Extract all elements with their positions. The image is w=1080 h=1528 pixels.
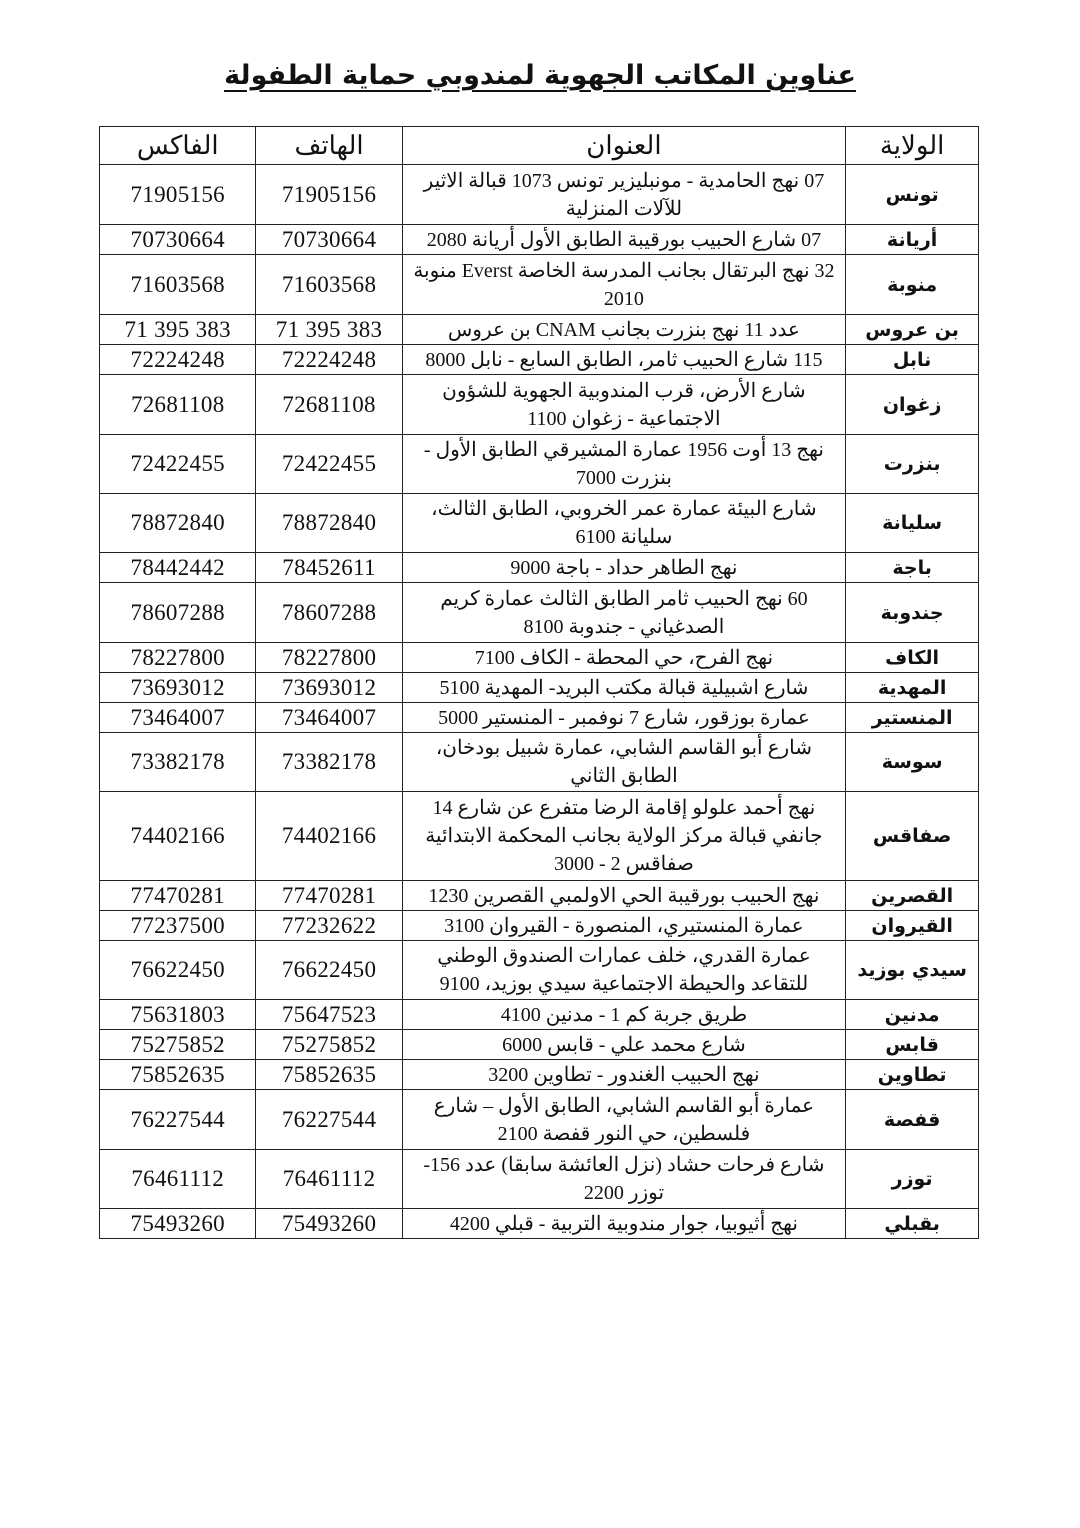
- header-fax: الفاكس: [100, 127, 256, 165]
- cell-phone: 78452611: [256, 553, 402, 583]
- cell-fax: 74402166: [100, 792, 256, 881]
- cell-fax: 75493260: [100, 1209, 256, 1239]
- cell-governorate: بقبلي: [846, 1209, 979, 1239]
- cell-phone: 77232622: [256, 911, 402, 941]
- table-row: [100, 255, 979, 315]
- cell-address: نهج 13 أوت 1956 عمارة المشيرقي الطابق الأول - بنزرت 7000: [402, 435, 846, 494]
- table-row: [100, 881, 979, 911]
- cell-fax: 75852635: [100, 1060, 256, 1090]
- cell-address: عمارة المنستيري، المنصورة - القيروان 3100: [402, 911, 846, 941]
- cell-address: شارع أبو القاسم الشابي، عمارة شبيل بودخان، الطابق الثاني: [402, 733, 846, 792]
- cell-governorate: جندوبة: [846, 583, 979, 643]
- cell-governorate: قفصة: [846, 1090, 979, 1150]
- table-row: [100, 733, 979, 792]
- cell-phone: 75647523: [256, 1000, 402, 1030]
- header-governorate: الولاية: [846, 127, 979, 165]
- cell-fax: 75275852: [100, 1030, 256, 1060]
- table-row: [100, 1000, 979, 1030]
- header-address: العنوان: [402, 127, 846, 165]
- cell-phone: 70730664: [256, 225, 402, 255]
- cell-governorate: بن عروس: [846, 315, 979, 345]
- cell-fax: 72224248: [100, 345, 256, 375]
- cell-fax: 75631803: [100, 1000, 256, 1030]
- cell-phone: 71 395 383: [256, 315, 402, 345]
- cell-address: عمارة بوزقور، شارع 7 نوفمبر - المنستير 5000: [402, 703, 846, 733]
- cell-fax: 73693012: [100, 673, 256, 703]
- cell-governorate: سليانة: [846, 494, 979, 553]
- cell-governorate: سيدي بوزيد: [846, 941, 979, 1000]
- cell-fax: 78227800: [100, 643, 256, 673]
- table-row: [100, 375, 979, 435]
- cell-fax: 78872840: [100, 494, 256, 553]
- table-row: [100, 1030, 979, 1060]
- cell-phone: 78607288: [256, 583, 402, 643]
- cell-governorate: تطاوين: [846, 1060, 979, 1090]
- table-row: [100, 583, 979, 643]
- cell-phone: 72681108: [256, 375, 402, 435]
- cell-phone: 73464007: [256, 703, 402, 733]
- cell-address: نهج الحبيب بورقيبة الحي الاولمبي القصرين 1230: [402, 881, 846, 911]
- cell-address: 60 نهج الحبيب ثامر الطابق الثالث عمارة كريم الصدغياني - جندوبة 8100: [402, 583, 846, 643]
- cell-fax: 73464007: [100, 703, 256, 733]
- cell-address: شارع البيئة عمارة عمر الخروبي، الطابق الثالث، سليانة 6100: [402, 494, 846, 553]
- cell-address: 32 نهج البرتقال بجانب المدرسة الخاصة Everst منوبة 2010: [402, 255, 846, 315]
- table-header-row: [100, 127, 979, 165]
- cell-address: نهج الحبيب الغندور - تطاوين 3200: [402, 1060, 846, 1090]
- cell-address: 07 نهج الحامدية - مونبليزير تونس 1073 قبالة الاثير للآلات المنزلية: [402, 165, 846, 225]
- cell-governorate: باجة: [846, 553, 979, 583]
- cell-fax: 71 395 383: [100, 315, 256, 345]
- cell-fax: 78607288: [100, 583, 256, 643]
- cell-fax: 77237500: [100, 911, 256, 941]
- cell-address: نهج أحمد علولو إقامة الرضا متفرع عن شارع 14 جانفي قبالة مركز الولاية بجانب المحكمة الابتدائية صفاقس 2 - 3000: [402, 792, 846, 881]
- cell-address: شارع فرحات حشاد (نزل العائشة سابقا) عدد 156- توزر 2200: [402, 1150, 846, 1209]
- cell-address: عمارة أبو القاسم الشابي، الطابق الأول – شارع فلسطين، حي النور قفصة 2100: [402, 1090, 846, 1150]
- cell-address: طريق جربة كم 1 - مدنين 4100: [402, 1000, 846, 1030]
- table-row: [100, 165, 979, 225]
- table-row: [100, 941, 979, 1000]
- cell-governorate: صفاقس: [846, 792, 979, 881]
- cell-phone: 74402166: [256, 792, 402, 881]
- table-body: [100, 165, 979, 1239]
- cell-fax: 77470281: [100, 881, 256, 911]
- cell-governorate: توزر: [846, 1150, 979, 1209]
- table-row: [100, 1060, 979, 1090]
- cell-address: عدد 11 نهج بنزرت بجانب CNAM بن عروس: [402, 315, 846, 345]
- cell-phone: 73693012: [256, 673, 402, 703]
- cell-address: نهج الفرح، حي المحطة - الكاف 7100: [402, 643, 846, 673]
- offices-table: [99, 126, 979, 1239]
- cell-phone: 75493260: [256, 1209, 402, 1239]
- cell-fax: 70730664: [100, 225, 256, 255]
- cell-fax: 72422455: [100, 435, 256, 494]
- cell-fax: 72681108: [100, 375, 256, 435]
- table-row: [100, 1150, 979, 1209]
- cell-phone: 77470281: [256, 881, 402, 911]
- cell-fax: 71603568: [100, 255, 256, 315]
- table-row: [100, 1090, 979, 1150]
- table-row: [100, 673, 979, 703]
- cell-phone: 75852635: [256, 1060, 402, 1090]
- cell-governorate: القيروان: [846, 911, 979, 941]
- cell-fax: 71905156: [100, 165, 256, 225]
- cell-governorate: نابل: [846, 345, 979, 375]
- cell-address: شارع محمد علي - قابس 6000: [402, 1030, 846, 1060]
- cell-address: 115 شارع الحبيب ثامر، الطابق السابع - نابل 8000: [402, 345, 846, 375]
- table-row: [100, 643, 979, 673]
- cell-address: نهج الطاهر حداد - باجة 9000: [402, 553, 846, 583]
- cell-governorate: قابس: [846, 1030, 979, 1060]
- cell-phone: 76461112: [256, 1150, 402, 1209]
- table-row: [100, 494, 979, 553]
- table-row: [100, 703, 979, 733]
- cell-fax: 73382178: [100, 733, 256, 792]
- cell-address: شارع اشبيلية قبالة مكتب البريد- المهدية 5100: [402, 673, 846, 703]
- cell-phone: 78227800: [256, 643, 402, 673]
- cell-phone: 73382178: [256, 733, 402, 792]
- cell-fax: 78442442: [100, 553, 256, 583]
- cell-phone: 76622450: [256, 941, 402, 1000]
- cell-governorate: أريانة: [846, 225, 979, 255]
- cell-phone: 71905156: [256, 165, 402, 225]
- cell-governorate: المنستير: [846, 703, 979, 733]
- cell-phone: 78872840: [256, 494, 402, 553]
- table-row: [100, 345, 979, 375]
- cell-fax: 76227544: [100, 1090, 256, 1150]
- table-row: [100, 911, 979, 941]
- cell-address: عمارة القدري، خلف عمارات الصندوق الوطني للتقاعد والحيطة الاجتماعية سيدي بوزيد، 9100: [402, 941, 846, 1000]
- cell-phone: 76227544: [256, 1090, 402, 1150]
- cell-governorate: المهدية: [846, 673, 979, 703]
- table-row: [100, 435, 979, 494]
- cell-phone: 75275852: [256, 1030, 402, 1060]
- cell-fax: 76461112: [100, 1150, 256, 1209]
- cell-phone: 72224248: [256, 345, 402, 375]
- cell-address: شارع الأرض، قرب المندوبية الجهوية للشؤون الاجتماعية - زغوان 1100: [402, 375, 846, 435]
- table-row: [100, 1209, 979, 1239]
- cell-governorate: زغوان: [846, 375, 979, 435]
- cell-fax: 76622450: [100, 941, 256, 1000]
- header-phone: الهاتف: [256, 127, 402, 165]
- cell-governorate: تونس: [846, 165, 979, 225]
- table-row: [100, 315, 979, 345]
- page-title: عناوين المكاتب الجهوية لمندوبي حماية الطفولة: [224, 60, 856, 91]
- cell-governorate: بنزرت: [846, 435, 979, 494]
- table-row: [100, 225, 979, 255]
- table-row: [100, 792, 979, 881]
- cell-governorate: الكاف: [846, 643, 979, 673]
- cell-governorate: سوسة: [846, 733, 979, 792]
- cell-phone: 71603568: [256, 255, 402, 315]
- table-row: [100, 553, 979, 583]
- cell-governorate: القصرين: [846, 881, 979, 911]
- cell-address: 07 شارع الحبيب بورقيبة الطابق الأول أريانة 2080: [402, 225, 846, 255]
- cell-governorate: مدنين: [846, 1000, 979, 1030]
- cell-address: نهج أثيوبيا، جوار مندوبية التربية - قبلي 4200: [402, 1209, 846, 1239]
- cell-governorate: منوبة: [846, 255, 979, 315]
- cell-phone: 72422455: [256, 435, 402, 494]
